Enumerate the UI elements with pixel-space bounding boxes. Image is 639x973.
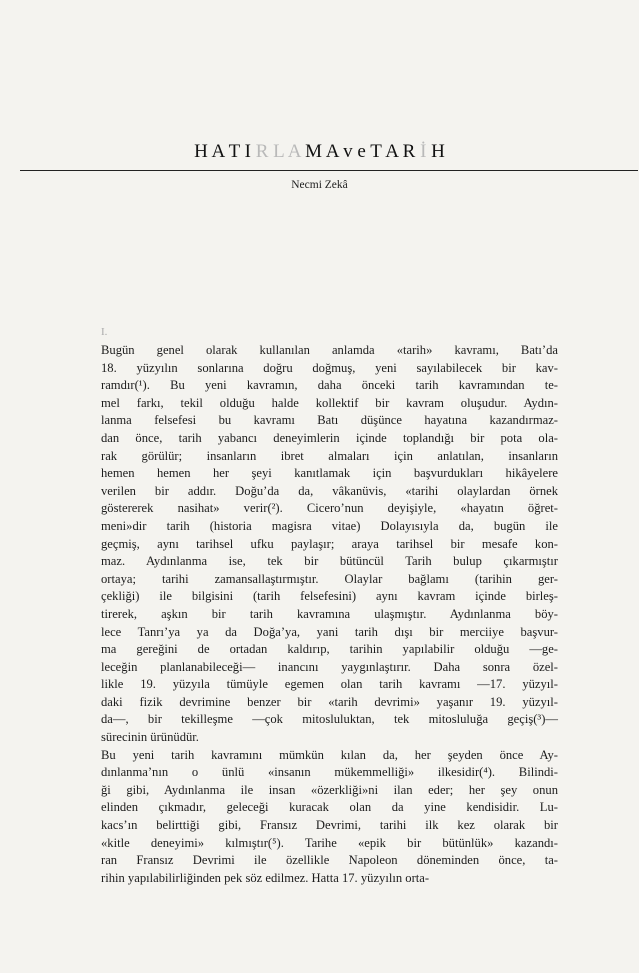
title-divider	[20, 170, 638, 171]
body-line: lanma felsefesi bu kavramı Batı düşünce hayatına kazandırmaz-	[101, 413, 558, 428]
body-line: ran Fransız Devrimi ile özellikle Napoleon döneminden önce, ta-	[101, 853, 558, 868]
body-line: dınlanma’nın o ünlü «insanın mükemmelliği» ilkesidir(⁴). Bilindi-	[101, 765, 558, 780]
title-part: H	[431, 141, 445, 162]
body-line: dan önce, tarih yabancı deneyimlerin içinde toplandığı bir pota ola-	[101, 430, 558, 445]
body-line: likle 19. yüzyıla tümüyle egemen olan tarih kavramı —17. yüzyıl-	[101, 677, 558, 692]
body-line: sürecinin ürünüdür.	[101, 730, 199, 745]
body-line: ortaya; tarihi zamansallaştırmıştır. Olaylar bağlamı (tarihin ger-	[101, 571, 558, 586]
body-line: Bu yeni tarih kavramını mümkün kılan da, her şeyden önce Ay-	[101, 747, 558, 762]
body-line: da—, bir tekilleşme —çok mitosluluktan, tek mitosluluğa geçiş(³)—	[101, 712, 558, 727]
body-line: daki fizik devrimine benzer bir «tarih devrimi» yaşanır 19. yüzyıl-	[101, 694, 558, 709]
body-line: kacs’ın belirttiği gibi, Fransız Devrimi, tarihi ilk kez olarak bir	[101, 818, 558, 833]
title-part: H A T I	[194, 141, 256, 162]
body-line: leceğin planlanabileceği— inancını yaygınlaştırır. Daha sonra özel-	[101, 659, 558, 674]
body-line: ramdır(¹). Bu yeni kavramın, daha önceki tarih kavramından te-	[101, 378, 558, 393]
title-part: M A v e T A R	[305, 141, 421, 162]
body-line: maz. Aydınlanma ise, tek bir bütüncül Tarih bulup çıkarmıştır	[101, 554, 558, 569]
body-line: «kitle deneyimi» kılmıştır(⁵). Tarihe «epik bir bütünlük» kazandı-	[101, 835, 558, 850]
author-name: Necmi Zekâ	[291, 179, 348, 191]
body-line: meni»dir tarih (historia magisra vitae) Dolayısıyla da, bugün ile	[101, 518, 558, 533]
body-line: hemen hemen her şeyi kanıtlamak için başvurdukları hikâyelere	[101, 466, 558, 481]
body-line: göstererek nasihat» verir(²). Cicero’nun deyişiyle, «hayatın öğret-	[101, 501, 558, 516]
article-title-container	[0, 141, 639, 163]
body-line: verilen bir addır. Doğu’da da, vâkanüvis, «tarihi olaylardan örnek	[101, 483, 558, 498]
body-line: 18. yüzyılın sonlarına doğru doğmuş, yeni sayılabilecek bir kav-	[101, 360, 558, 375]
title-part-faint: R L A	[255, 141, 306, 162]
body-line: tirerek, aşkın bir tarih kavramına ulaşmıştır. Aydınlanma böy-	[101, 606, 558, 621]
article-title	[0, 141, 639, 163]
section-number: I.	[101, 326, 108, 338]
body-line: mel farkı, tekil olduğu halde kollektif bir kavram oluşudur. Aydın-	[101, 395, 558, 410]
body-line: ği gibi, Aydınlanma ile insan «özerkliği»ni ilan eder; her şey onun	[101, 782, 558, 797]
body-line: rihin yapılabilirliğinden pek söz edilmez. Hatta 17. yüzyılın orta-	[101, 870, 430, 885]
body-line: çekliği) ile bilgisini (tarih felsefesini) aynı kavram içinde birleş-	[101, 589, 558, 604]
body-line: Bugün genel olarak kullanılan anlamda «tarih» kavramı, Batı’da	[101, 343, 558, 357]
body-line: ma gereğini de ortadan kaldırıp, tarihin yapılabilir olduğu —ge-	[101, 642, 558, 657]
article-body	[101, 342, 558, 887]
body-line: rak görülür; insanların ibret almaları için anlatılan, insanların	[101, 448, 558, 463]
title-part-faint: İ	[420, 141, 432, 162]
body-line: geçmiş, aynı tarihsel ufku paylaşır; araya tarihsel bir mesafe kon-	[101, 536, 558, 551]
body-line: elinden çıkmadır, geleceği kuracak olan da yine kendisidir. Lu-	[101, 800, 558, 815]
body-line: lece Tanrı’ya ya da Doğa’ya, yani tarih dışı bir merciiye başvur-	[101, 624, 558, 639]
